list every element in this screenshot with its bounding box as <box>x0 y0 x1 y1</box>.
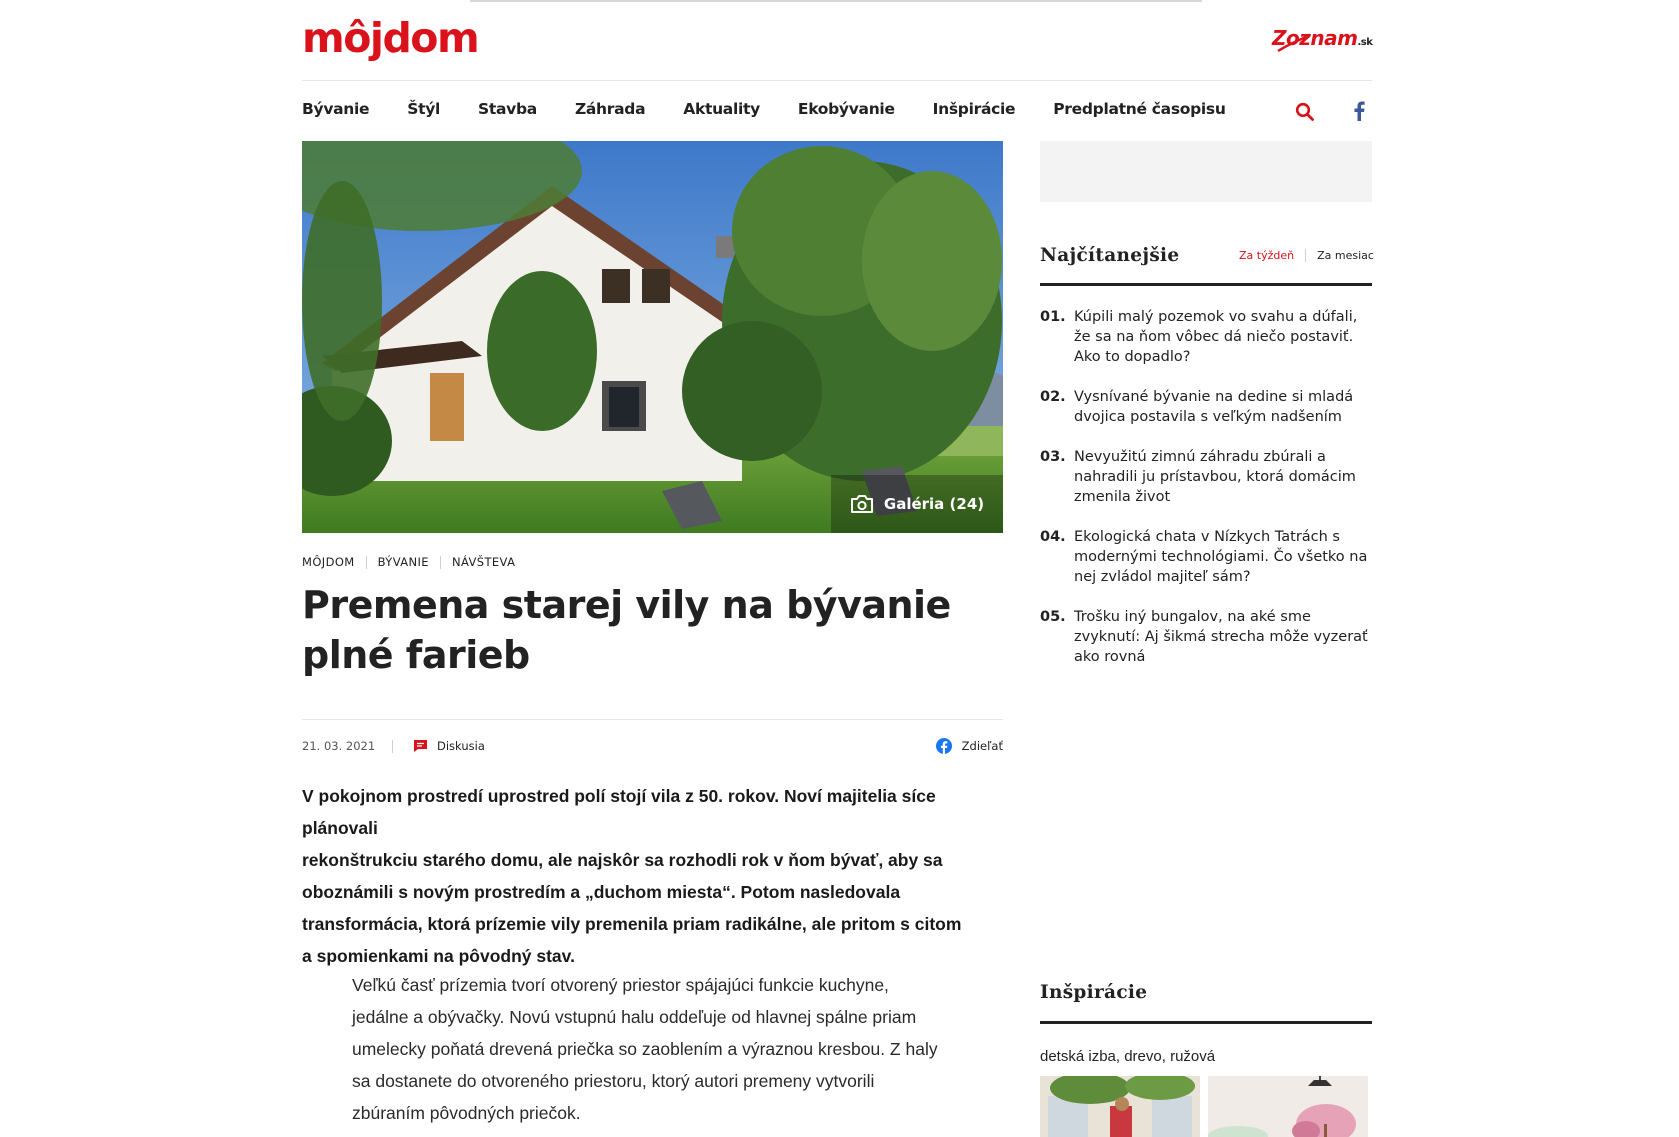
most-read-list <box>1040 307 1372 687</box>
meta-divider <box>302 719 1003 720</box>
article-body <box>352 969 972 1129</box>
body-line: Veľkú časť prízemia tvorí otvorený priestor spájajúci funkcie kuchyne, <box>352 975 889 995</box>
search-icon[interactable] <box>1295 102 1315 122</box>
gallery-button[interactable] <box>831 475 1003 533</box>
inspiration-photo <box>1208 1076 1368 1137</box>
nav-item-ekobyvanie[interactable]: Ekobývanie <box>797 100 895 118</box>
list-item-number: 05. <box>1040 609 1066 625</box>
list-item-title[interactable]: Nevyužitú zimnú záhradu zbúrali a nahradili ju prístavbou, ktorá domácim zmenila život <box>1074 449 1356 505</box>
inspiration-divider <box>1040 1021 1372 1024</box>
list-item[interactable] <box>1040 387 1372 427</box>
breadcrumb-mojdom[interactable]: MÔJDOM <box>302 555 355 569</box>
article-lead <box>302 780 1012 972</box>
list-item-number: 02. <box>1040 389 1066 405</box>
zoznam-logo-main: Zoznam <box>1272 26 1358 50</box>
lead-line: rekonštrukciu starého domu, ale najskôr sa rozhodli rok v ňom bývať, aby sa <box>302 850 943 870</box>
top-ad-strip <box>470 0 1202 2</box>
nav-item-zahrada[interactable]: Záhrada <box>574 100 646 118</box>
list-item-title[interactable]: Trošku iný bungalov, na aké sme zvyknutí: Aj šikmá strecha môže vyzerať ako rovná <box>1074 609 1368 665</box>
facebook-icon[interactable] <box>1352 101 1366 121</box>
inspiration-thumbnail[interactable] <box>1040 1076 1200 1137</box>
list-item[interactable] <box>1040 607 1372 667</box>
facebook-share-icon[interactable] <box>936 738 952 754</box>
header-divider <box>302 80 1372 81</box>
article-title: Premena starej vily na bývanie plné farieb <box>302 583 951 677</box>
tab-separator <box>1305 249 1306 262</box>
tab-month[interactable]: Za mesiac <box>1317 249 1374 262</box>
lead-line: oboznámili s novým prostredím a „duchom miesta“. Potom nasledovala <box>302 882 901 902</box>
article-date: 21. 03. 2021 <box>302 739 376 753</box>
zoznam-logo-suffix: .sk <box>1357 37 1373 48</box>
inspiration-tags[interactable]: detská izba, drevo, ružová <box>1040 1048 1216 1065</box>
list-item-title[interactable]: Vysnívané bývanie na dedine si mladá dvojica postavila s veľkým nadšením <box>1074 389 1354 425</box>
lead-line: transformácia, ktorá prízemie vily premenila priam radikálne, ale pritom s citom <box>302 914 962 934</box>
main-nav <box>302 100 1264 124</box>
list-item[interactable] <box>1040 307 1372 367</box>
camera-icon <box>850 494 874 514</box>
list-item-number: 03. <box>1040 449 1066 465</box>
breadcrumb <box>302 555 515 569</box>
list-item-title[interactable]: Ekologická chata v Nízkych Tatrách s modernými technológiami. Čo všetko na nej zvládol majiteľ sám? <box>1074 529 1368 585</box>
nav-item-byvanie[interactable]: Bývanie <box>302 100 370 118</box>
site-logo[interactable]: môjdom <box>302 14 479 62</box>
breadcrumb-separator <box>366 556 367 569</box>
inspiration-photo <box>1040 1076 1200 1137</box>
breadcrumb-byvanie[interactable]: BÝVANIE <box>377 555 429 569</box>
gallery-label: Galéria (24) <box>883 495 985 513</box>
body-line: jedálne a obývačky. Novú vstupnú halu oddeľuje od hlavnej spálne priam <box>352 1007 917 1027</box>
inspiration-thumbnail[interactable] <box>1208 1076 1368 1137</box>
meta-separator <box>392 740 393 753</box>
most-read-heading: Najčítanejšie <box>1040 245 1180 266</box>
discussion-link[interactable]: Diskusia <box>437 739 485 753</box>
inspiration-heading: Inšpirácie <box>1040 982 1148 1003</box>
nav-item-styl[interactable]: Štýl <box>407 100 441 118</box>
body-line: sa dostanete do otvoreného priestoru, ktorý autori premeny vytvorili <box>352 1071 875 1091</box>
breadcrumb-separator <box>440 556 441 569</box>
list-item[interactable] <box>1040 447 1372 507</box>
list-item-number: 04. <box>1040 529 1066 545</box>
lead-line: a spomienkami na pôvodný stav. <box>302 946 575 966</box>
nav-item-aktuality[interactable]: Aktuality <box>683 100 760 118</box>
body-line: zbúraním pôvodných priečok. <box>352 1103 581 1123</box>
list-item-title[interactable]: Kúpili malý pozemok vo svahu a dúfali, že sa na ňom vôbec dá niečo postaviť. Ako to dopadlo? <box>1074 309 1358 365</box>
most-read-tabs <box>1239 249 1374 262</box>
share-link[interactable]: Zdieľať <box>961 739 1003 753</box>
article-meta <box>302 739 1003 755</box>
sidebar-ad-placeholder <box>1040 141 1372 202</box>
most-read-divider <box>1040 283 1372 286</box>
body-line: umelecky poňatá drevená priečka so zaoblením a výraznou kresbou. Z haly <box>352 1039 938 1059</box>
hero-image[interactable] <box>302 141 1003 533</box>
list-item-number: 01. <box>1040 309 1066 325</box>
list-item[interactable] <box>1040 527 1372 587</box>
lead-line: V pokojnom prostredí uprostred polí stojí vila z 50. rokov. Noví majitelia síce plánovali <box>302 786 936 838</box>
breadcrumb-navsteva[interactable]: NÁVŠTEVA <box>451 555 516 569</box>
nav-item-inspiracie[interactable]: Inšpirácie <box>932 100 1016 118</box>
nav-item-predplatne[interactable]: Predplatné časopisu <box>1053 100 1226 118</box>
comment-icon[interactable] <box>413 739 428 753</box>
tab-week[interactable]: Za týždeň <box>1239 249 1295 262</box>
nav-item-stavba[interactable]: Stavba <box>478 100 537 118</box>
